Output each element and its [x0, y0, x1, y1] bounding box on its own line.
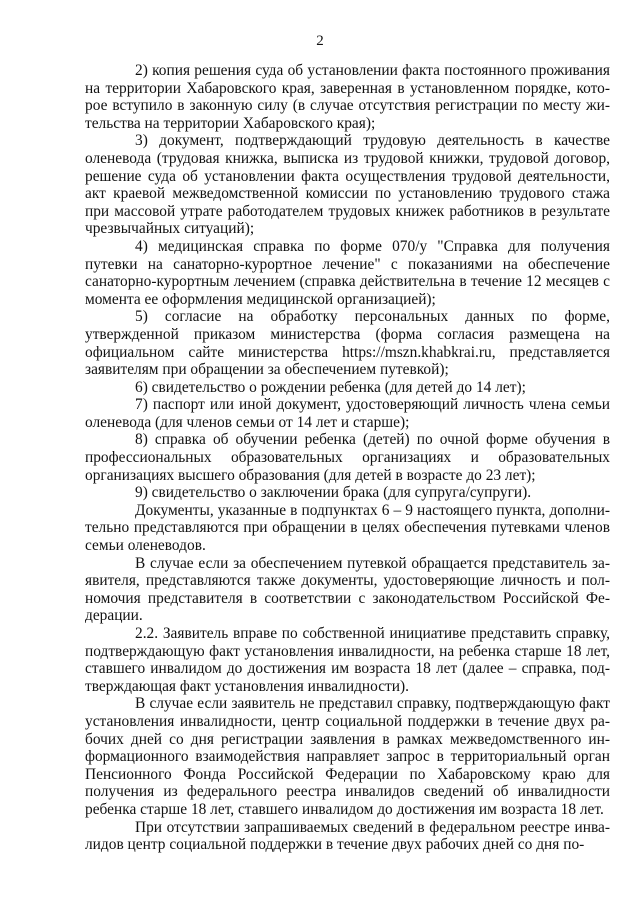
- paragraph-item-7: 7) паспорт или иной документ, удостоверяющий личность члена семьи оленевода (для членов семьи от 14 лет и старше);: [85, 396, 610, 431]
- paragraph-section-2-2: 2.2. Заявитель вправе по собственной инициативе представить справку, подтверждающую факт установления инвалидности, на ребенка старше 18 лет, ставшего инвалидом до достижения им возраста 18 лет (далее – справка, подтверждающая факт установления инвалидности).: [85, 625, 610, 695]
- paragraph-item-8: 8) справка об обучении ребенка (детей) по очной форме обучения в профессиональных образовательных организациях и образовательных организациях высшего образования (для детей в возрасте до 23 лет);: [85, 431, 610, 484]
- paragraph-absence-of-data: При отсутствии запрашиваемых сведений в федеральном реестре инвалидов центр социальной поддержки в течение двух рабочих дней со дня по-: [85, 818, 610, 854]
- paragraph-item-9: 9) свидетельство о заключении брака (для супруга/супруги).: [135, 484, 532, 502]
- paragraph-item-5: 5) согласие на обработку персональных данных по форме, утвержденной приказом министерства (форма согласия размещена на официальном сайте министерства https://mszn.khabkrai.ru, представляется заявителям при обращении за обеспечением путевкой);: [85, 308, 610, 379]
- paragraph-request-procedure: В случае если заявитель не представил справку, подтверждающую факт установления инвалидности, центр социальной поддержки в течение двух рабочих дней со дня регистрации заявления в рамках межведомственного информационного взаимодействия направляет запрос в территориальный орган Пенсионного Фонда Российской Федерации по Хабаровскому краю для получения из федерального реестра инвалидов сведений об инвалидности ребенка старше 18 лет, ставшего инвалидом до достижения им возраста 18 лет.: [85, 695, 610, 818]
- paragraph-item-2: 2) копия решения суда об установлении факта постоянного проживания на территории Хабаровского края, заверенная в установленном порядке, которое вступило в законную силу (в случае отсутствия регистрации по месту жительства на территории Хабаровского края);: [85, 62, 610, 132]
- page-number: 2: [316, 33, 324, 49]
- paragraph-item-4: 4) медицинская справка по форме 070/у "Справка для получения путевки на санаторно-курортное лечение" с показаниями на обеспечение санаторно-курортным лечением (справка действительна в течение 12 месяцев с момента ее оформления медицинской организацией);: [85, 237, 610, 308]
- paragraph-representative: В случае если за обеспечением путевкой обращается представитель заявителя, представляются также документы, удостоверяющие личность и полномочия представителя в соответствии с законодательством Российской Федерации.: [85, 554, 610, 625]
- paragraph-item-3: 3) документ, подтверждающий трудовую деятельность в качестве оленевода (трудовая книжка, выписка из трудовой книжки, трудовой договор, решение суда об установлении факта осуществления трудовой деятельности, акт краевой межведомственной комиссии по установлению трудового стажа при массовой утрате работодателем трудовых книжек работников в результате чрезвычайных ситуаций);: [85, 132, 610, 238]
- paragraph-item-6: 6) свидетельство о рождении ребенка (для детей до 14 лет);: [135, 378, 526, 396]
- document-body: [85, 62, 610, 854]
- paragraph-documents-note: Документы, указанные в подпунктах 6 – 9 настоящего пункта, дополнительно представляются при обращении в целях обеспечения путевками членов семьи оленеводов.: [85, 501, 610, 555]
